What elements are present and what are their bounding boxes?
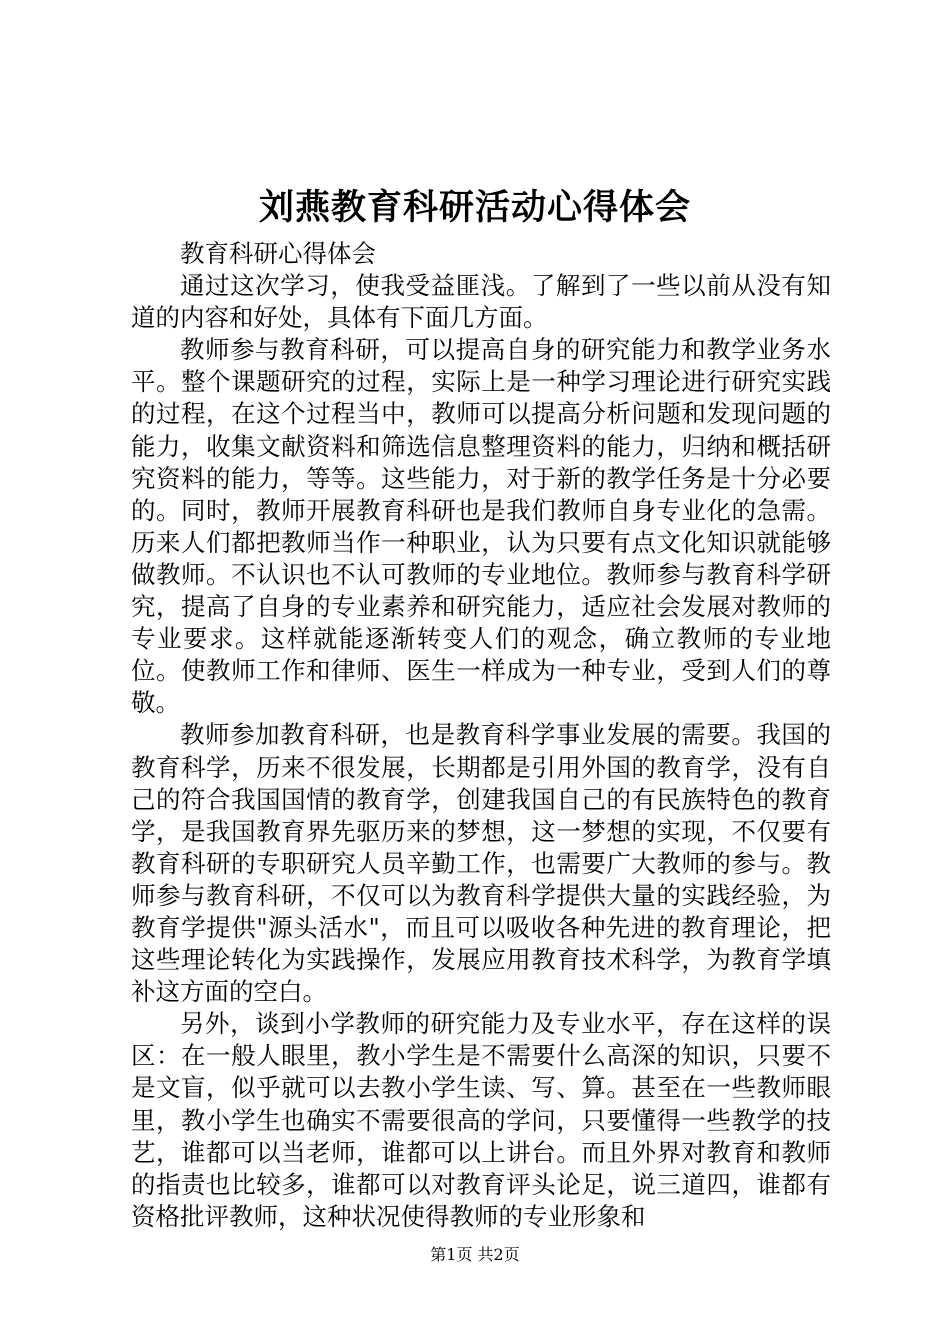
document-title: 刘燕教育科研活动心得体会	[258, 187, 691, 228]
body-paragraph: 另外，谈到小学教师的研究能力及专业水平，存在这样的误区：在一般人眼里，教小学生是不需要什么高深的知识，只要不是文盲，似乎就可以去教小学生读、写、算。甚至在一些教师眼里，教小学生也确实不需要很高的学问，只要懂得一些教学的技艺，谁都可以当老师，谁都可以上讲台。而且外界对教育和教师的指责也比较多，谁都可以对教育评头论足，说三道四，谁都有资格批评教师，这种状况使得教师的专业形象和	[131, 1009, 831, 1231]
page-total: 共2页	[477, 1245, 520, 1264]
page-number: 第1页	[430, 1245, 473, 1264]
subtitle-paragraph: 教育科研心得体会	[180, 239, 376, 268]
body-paragraph: 通过这次学习，使我受益匪浅。了解到了一些以前从没有知道的内容和好处，具体有下面几方面。	[131, 271, 831, 333]
body-paragraph: 教师参与教育科研，可以提高自身的研究能力和教学业务水平。整个课题研究的过程，实际上是一种学习理论进行研究实践的过程，在这个过程当中，教师可以提高分析问题和发现问题的能力，收集文献资料和筛选信息整理资料的能力，归纳和概括研究资料的能力，等等。这些能力，对于新的教学任务是十分必要的。同时，教师开展教育科研也是我们教师自身专业化的急需。历来人们都把教师当作一种职业，认为只要有点文化知识就能够做教师。不认识也不认可教师的专业地位。教师参与教育科学研究，提高了自身的专业素养和研究能力，适应社会发展对教师的专业要求。这样就能逐渐转变人们的观念，确立教师的专业地位。使教师工作和律师、医生一样成为一种专业，受到人们的尊敬。	[131, 335, 831, 718]
body-paragraph: 教师参加教育科研，也是教育科学事业发展的需要。我国的教育科学，历来不很发展，长期都是引用外国的教育学，没有自己的符合我国国情的教育学，创建我国自己的有民族特色的教育学，是我国教育界先驱历来的梦想，这一梦想的实现，不仅要有教育科研的专职研究人员辛勤工作，也需要广大教师的参与。教师参与教育科研，不仅可以为教育科学提供大量的实践经验，为教育学提供"源头活水"，而且可以吸收各种先进的教育理论，把这些理论转化为实践操作，发展应用教育技术科学，为教育学填补这方面的空白。	[131, 720, 831, 1007]
page-footer	[0, 1243, 950, 1267]
document-body	[131, 238, 831, 1233]
